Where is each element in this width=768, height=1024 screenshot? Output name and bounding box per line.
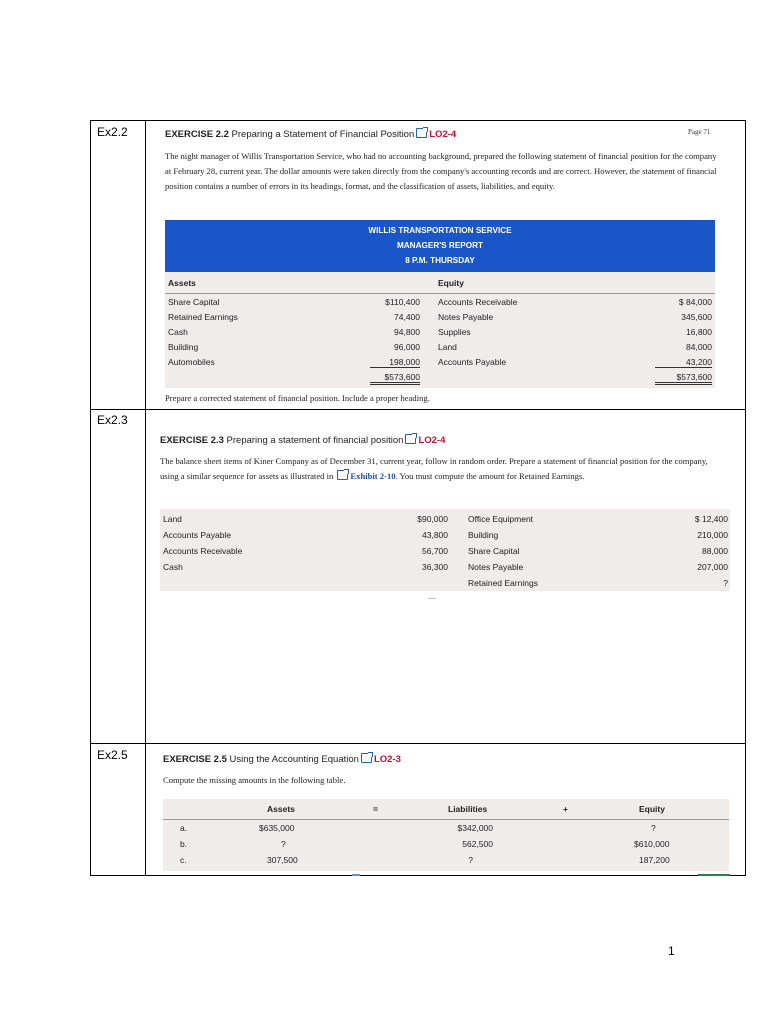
row-label-ex2-5: Ex2.5 [97,748,128,762]
page-number: 1 [668,944,675,958]
right-item-value: 16,800 [686,327,712,337]
exercise-number: EXERCISE 2.2 [165,129,229,140]
left-item-value: 94,800 [394,327,420,337]
scan-mark [352,874,360,876]
external-link-icon[interactable] [337,470,348,480]
left-item-value: 56,700 [422,546,448,556]
right-item-value: 210,000 [697,530,728,540]
exercise-paragraph: The night manager of Willis Transportation Service, who had no accounting background, prepared the following statement of financial position for the company at February 28, current year. The dollar amounts were taken directly from the company's accounting records and are correct. However, the statement of financial position contains a number of errors in its headings, format, and the classification of assets, liabilities, and equity. [165,151,717,191]
left-item-value: 36,300 [422,562,448,572]
row-label-ex2-3: Ex2.3 [97,413,128,427]
page-reference: Page 71 [688,128,711,136]
right-item-label: Building [468,530,499,540]
row-divider [90,409,746,410]
right-item-value: 345,600 [681,312,712,322]
equity-header: Equity [639,804,665,814]
liabilities-value: ? [468,855,473,865]
exercise-number: EXERCISE 2.3 [160,435,224,446]
assets-header: Assets [168,278,196,288]
scan-mark [698,874,730,876]
report-title: MANAGER'S REPORT [396,241,484,250]
equity-header: Equity [438,278,464,288]
liabilities-value: $342,000 [457,823,493,833]
right-item-value: 88,000 [702,546,728,556]
left-item-label: Accounts Payable [163,530,232,540]
exercise-2-3 [160,434,720,446]
right-item-value: $ 84,000 [678,297,712,307]
left-item-label: Accounts Receivable [163,546,243,556]
exercise-instruction: Compute the missing amounts in the following table. [163,775,346,785]
row-key: b. [180,839,188,849]
exercise-heading [160,434,720,446]
plus-sign: + [563,804,568,814]
row-key: a. [180,823,188,833]
right-item-label: Accounts Receivable [438,297,518,307]
exercise-number: EXERCISE 2.5 [163,754,227,765]
liabilities-header: Liabilities [448,804,488,814]
exercise-instruction: Prepare a corrected statement of financial position. Include a proper heading. [165,393,430,403]
exercise-paragraph [160,454,720,484]
right-item-label: Supplies [438,327,471,337]
liabilities-value: 562,500 [462,839,493,849]
right-item-value: 207,000 [697,562,728,572]
learning-objective-link[interactable]: LO2-4 [429,129,457,140]
right-item-label: Office Equipment [468,514,534,524]
right-item-value: ? [723,578,728,588]
paragraph-text: The balance sheet items of Kiner Company as of December 31, current year, follow in random order. Prepare a statement of financial position for the company, using a similar sequence for assets as illustrated in [160,456,708,481]
right-item-value: 43,200 [655,357,712,368]
left-item-value: 198,000 [370,357,420,368]
exercise-2-5 [163,753,723,765]
right-item-value: $ 12,400 [694,514,728,524]
external-link-icon[interactable] [416,128,427,138]
exercise-heading [163,753,723,765]
statement-body [165,272,715,388]
external-link-icon[interactable] [361,753,372,763]
left-item-label: Share Capital [168,297,220,307]
row-key: c. [180,855,187,865]
header-rule [165,293,715,294]
header-rule [163,819,729,820]
column-divider [145,120,146,876]
exercise-title: Using the Accounting Equation [229,754,359,765]
exercise-title: Preparing a Statement of Financial Position [231,129,415,140]
left-total: $573,600 [370,372,420,385]
left-item-label: Retained Earnings [168,312,238,322]
row-label-ex2-2: Ex2.2 [97,125,128,139]
row-divider [90,743,746,744]
report-date: 8 P.M. THURSDAY [405,256,475,265]
left-item-label: Building [168,342,199,352]
external-link-icon[interactable] [405,434,416,444]
exercise-title: Preparing a statement of financial position [226,435,404,446]
right-item-label: Land [438,342,457,352]
left-item-label: Cash [168,327,188,337]
learning-objective-link[interactable]: LO2-4 [418,435,446,446]
equals-sign: = [373,804,378,814]
report-heading-banner [165,220,715,272]
right-item-label: Notes Payable [468,562,524,572]
left-item-value: 96,000 [394,342,420,352]
assets-header: Assets [267,804,295,814]
learning-objective-link[interactable]: LO2-3 [373,754,401,765]
right-item-label: Accounts Payable [438,357,507,367]
right-item-label: Notes Payable [438,312,494,322]
left-item-value: 43,800 [422,530,448,540]
exercise-heading [165,128,725,140]
exhibit-link[interactable]: Exhibit 2-10 [350,471,396,481]
left-item-value: $110,400 [385,297,420,307]
assets-value: 307,500 [267,855,298,865]
left-item-value: $90,000 [417,514,448,524]
left-item-value: 74,400 [394,312,420,322]
equity-value: ? [651,823,656,833]
right-item-label: Share Capital [468,546,520,556]
right-item-value: 84,000 [686,342,712,352]
accounting-equation-table [163,799,729,871]
assets-value: ? [281,839,286,849]
left-item-label: Land [163,514,182,524]
assets-value: $635,000 [259,823,295,833]
left-item-label: Cash [163,562,183,572]
equity-value: $610,000 [634,839,670,849]
right-item-label: Retained Earnings [468,578,538,588]
exercise-2-2 [165,128,725,140]
report-company-name: WILLIS TRANSPORTATION SERVICE [368,226,512,235]
right-total: $573,600 [655,372,712,385]
left-item-label: Automobiles [168,357,215,367]
paragraph-text: . You must compute the amount for Retained Earnings. [395,471,585,481]
balance-items-table [160,509,730,591]
scan-mark [428,598,436,599]
equity-value: 187,200 [639,855,670,865]
